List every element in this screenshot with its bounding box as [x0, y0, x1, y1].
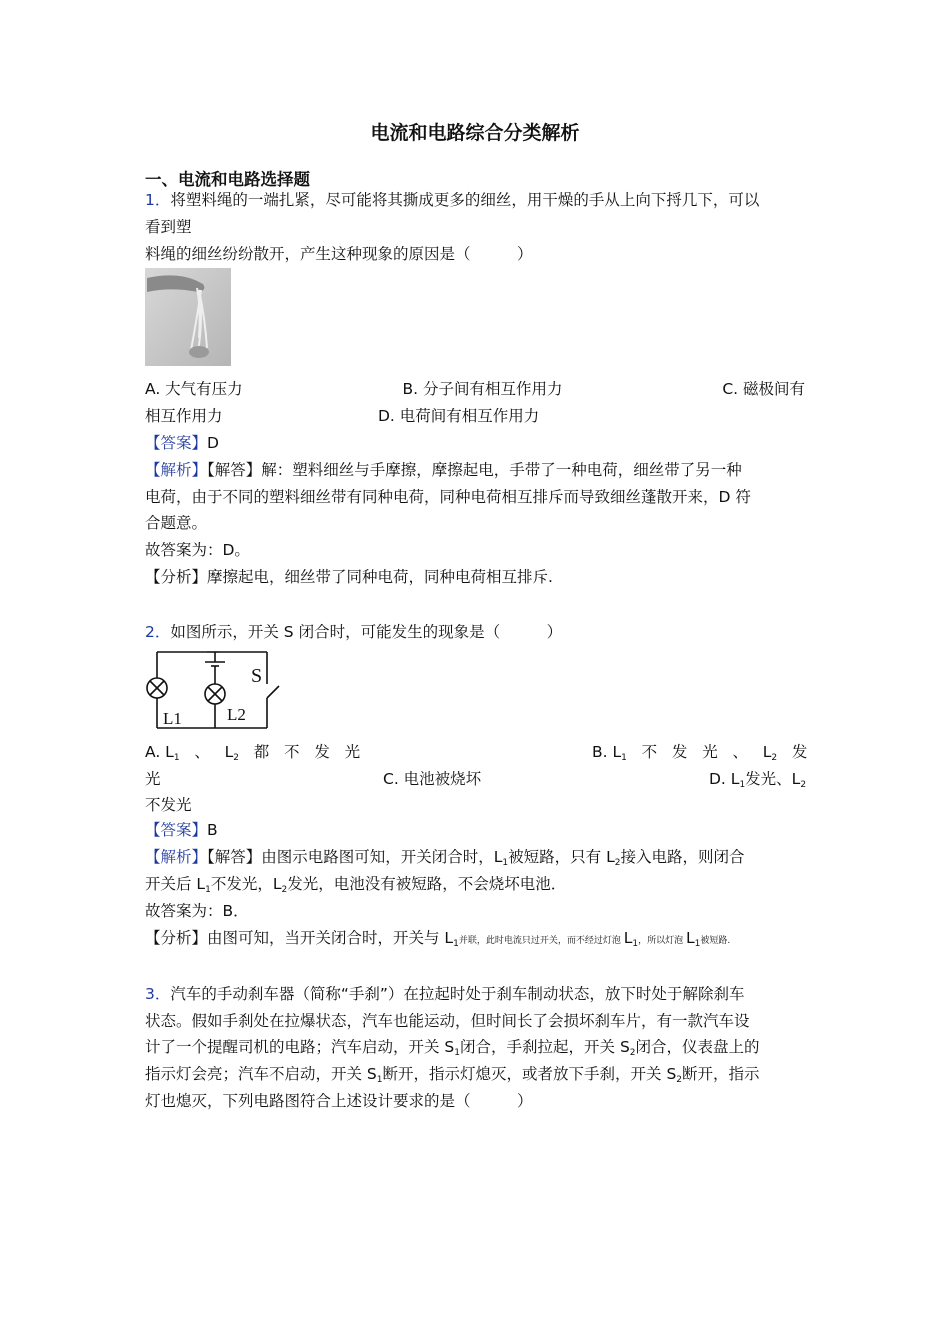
q1-analysis-line2: 电荷，由于不同的塑料细丝带有同种电荷，同种电荷相互排斥而导致细丝蓬散开来，D 符	[145, 488, 751, 506]
q2-fenxi: 【分析】由图可知，当开关闭合时，开关与 $L_1$并联，此时电流只过开关，而不经过灯泡 $L_1$，所以灯泡 $L_1$被短路.	[145, 929, 731, 949]
lamp-l2-label: L2	[227, 705, 246, 724]
q1-options-row1	[145, 377, 805, 399]
analysis-tag: 【解析】	[145, 848, 208, 866]
q3-line5: 灯也熄灭，下列电路图符合上述设计要求的是（ ）	[145, 1092, 533, 1110]
q1-stem-line3: 料绳的细丝纷纷散开，产生这种现象的原因是（ ）	[145, 245, 533, 263]
q1-option-b[interactable]: B. 分子间有相互作用力	[402, 380, 563, 398]
q2-analysis-line2: 开关后 $L_1$不发光，$L_2$发光，电池没有被短路，不会烧坏电池．	[145, 875, 567, 895]
q3-line4: 指示灯会亮；汽车不启动，开关 $S_1$断开，指示灯熄灭，或者放下手刹，开关 $S_2$断开，指示	[145, 1065, 760, 1085]
q1-analysis-line1: 【解析】【解答】解：塑料细丝与手摩擦，摩擦起电，手带了一种电荷，细丝带了另一种	[145, 461, 742, 479]
q2-analysis-line1: 【解析】【解答】由图示电路图可知，开关闭合时，$L_1$被短路，只有 $L_2$接入电路，则闭合	[145, 848, 745, 868]
q1-option-c-cont: 相互作用力	[145, 407, 223, 425]
page-title: 电流和电路综合分类解析	[370, 122, 580, 144]
q3-line2: 状态。假如手刹处在拉爆状态，汽车也能运动，但时间长了会损坏刹车片，有一款汽车设	[145, 1012, 750, 1030]
q2-answer: 【答案】B	[145, 821, 218, 839]
q2-stem: 2．如图所示，开关 S 闭合时，可能发生的现象是（ ）	[145, 623, 563, 641]
q3-number: 3．	[145, 985, 171, 1003]
q1-stem-line2: 看到塑	[145, 218, 192, 236]
section-heading: 一、电流和电路选择题	[145, 170, 310, 189]
q1-final-answer: 故答案为：D。	[145, 541, 250, 559]
q2-number: 2．	[145, 623, 171, 641]
q3-line3: 计了一个提醒司机的电路；汽车启动，开关 $S_1$闭合，手刹拉起，开关 $S_2$闭合，仪表盘上的	[145, 1038, 760, 1058]
q2-option-c[interactable]: C. 电池被烧坏	[383, 770, 482, 788]
q2-option-d[interactable]: D. $L_1$发光、$L_2$	[709, 770, 807, 790]
q2-option-d-cont: 不发光	[145, 796, 192, 814]
q1-option-c[interactable]: C. 磁极间有	[722, 380, 805, 398]
q2-option-a[interactable]: A. $L_1$ 、 $L_2$ 都 不 发 光	[145, 743, 361, 763]
q2-option-b-cont: 光	[145, 770, 161, 788]
q1-answer: 【答案】D	[145, 434, 219, 452]
q2-option-b[interactable]: B. $L_1$ 不 发 光 、 $L_2$ 发	[592, 743, 808, 763]
answer-tag: 【答案】	[145, 434, 208, 452]
lamp-l1-label: L1	[163, 709, 182, 728]
q1-number: 1．	[145, 191, 171, 209]
analysis-tag: 【解析】	[145, 461, 208, 479]
q1-option-a[interactable]: A. 大气有压力	[145, 380, 243, 398]
answer-tag: 【答案】	[145, 821, 208, 839]
q1-photo	[145, 268, 231, 366]
q2-circuit-diagram	[145, 646, 285, 734]
q1-stem-line1: 1．将塑料绳的一端扎紧，尽可能将其撕成更多的细丝，用干燥的手从上向下捋几下，可以	[145, 191, 760, 209]
q3-line1: 3．汽车的手动刹车器（简称“手刹”）在拉起时处于刹车制动状态，放下时处于解除刹车	[145, 985, 745, 1003]
q1-analysis-line3: 合题意。	[145, 514, 208, 532]
switch-label: S	[251, 665, 263, 687]
q1-fenxi: 【分析】摩擦起电，细丝带了同种电荷，同种电荷相互排斥.	[145, 568, 553, 586]
q2-final-answer: 故答案为：B．	[145, 902, 249, 920]
q1-option-d[interactable]: D. 电荷间有相互作用力	[378, 407, 540, 425]
